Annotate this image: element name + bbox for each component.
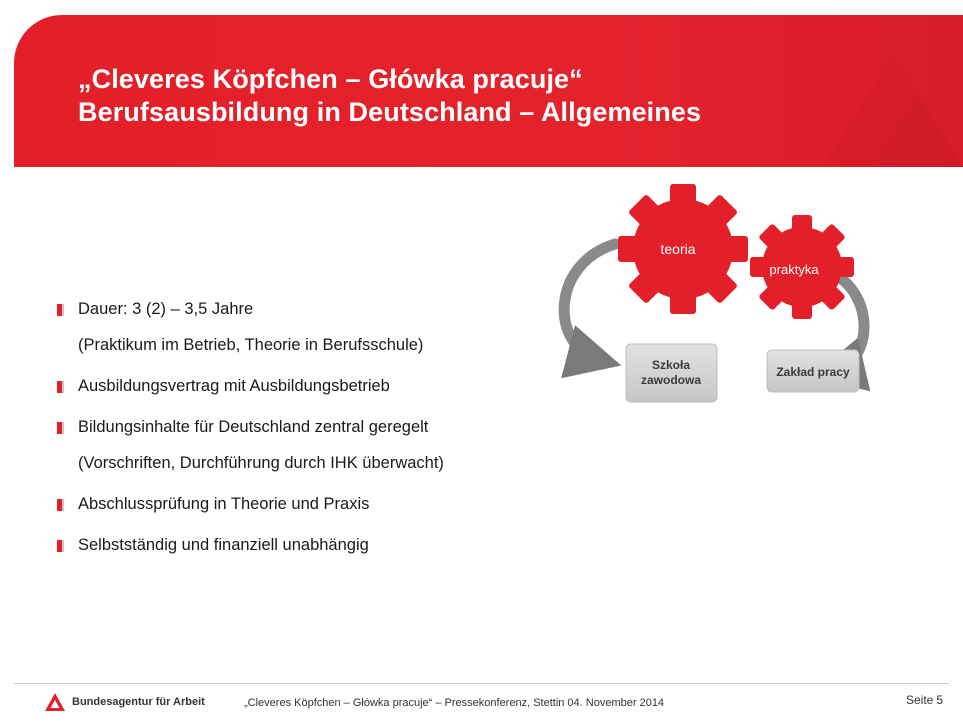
bullet-item: [55, 377, 575, 396]
bullet-subtext: (Vorschriften, Durchführung durch IHK überwacht): [78, 454, 444, 472]
footer-caption: „Cleveres Köpfchen – Główka pracuje“ – Pressekonferenz, Stettin 04. November 2014: [244, 697, 665, 709]
bullet-marker-icon: [57, 381, 65, 393]
training-diagram: [540, 182, 870, 412]
bullet-item: [55, 418, 575, 473]
box-zaklad-label: Zakład pracy: [776, 365, 850, 379]
page-number-value: 5: [936, 693, 944, 707]
page-title: [78, 63, 701, 129]
gear-praktyka-label: praktyka: [769, 262, 819, 277]
box-szkola-line2: zawodowa: [640, 373, 702, 387]
page-word: Seite: [906, 693, 934, 707]
bullet-text: Abschlussprüfung in Theorie und Praxis: [78, 495, 370, 513]
bullet-item: [55, 495, 575, 514]
bullet-item: [55, 536, 575, 555]
bullet-text: Selbstständig und finanziell unabhängig: [78, 536, 369, 554]
left-curved-arrow: [564, 244, 615, 360]
bullet-item: [55, 300, 575, 355]
agency-logo: [44, 692, 205, 712]
bullet-list: [55, 300, 575, 577]
gear-teoria-label: teoria: [660, 241, 696, 257]
bullet-marker-icon: [57, 304, 65, 316]
page-number: [906, 693, 943, 707]
bullet-text: Bildungsinhalte für Deutschland zentral geregelt: [78, 418, 429, 436]
bullet-subtext: (Praktikum im Betrieb, Theorie in Berufsschule): [78, 336, 424, 354]
bullet-marker-icon: [57, 540, 65, 552]
footer-divider: [14, 683, 949, 684]
bullet-marker-icon: [57, 422, 65, 434]
header-decoration: [703, 15, 963, 167]
bullet-text: Dauer: 3 (2) – 3,5 Jahre: [78, 300, 254, 318]
bullet-marker-icon: [57, 499, 65, 511]
agency-logo-text: Bundesagentur für Arbeit: [72, 696, 205, 708]
title-line-1: „Cleveres Köpfchen – Główka pracuje“: [78, 64, 583, 94]
header-banner: [14, 15, 963, 167]
agency-logo-icon: [44, 692, 66, 712]
box-szkola-line1: Szkoła: [651, 358, 691, 372]
title-line-2: Berufsausbildung in Deutschland – Allgemeines: [78, 97, 702, 127]
bullet-text: Ausbildungsvertrag mit Ausbildungsbetrieb: [78, 377, 390, 395]
